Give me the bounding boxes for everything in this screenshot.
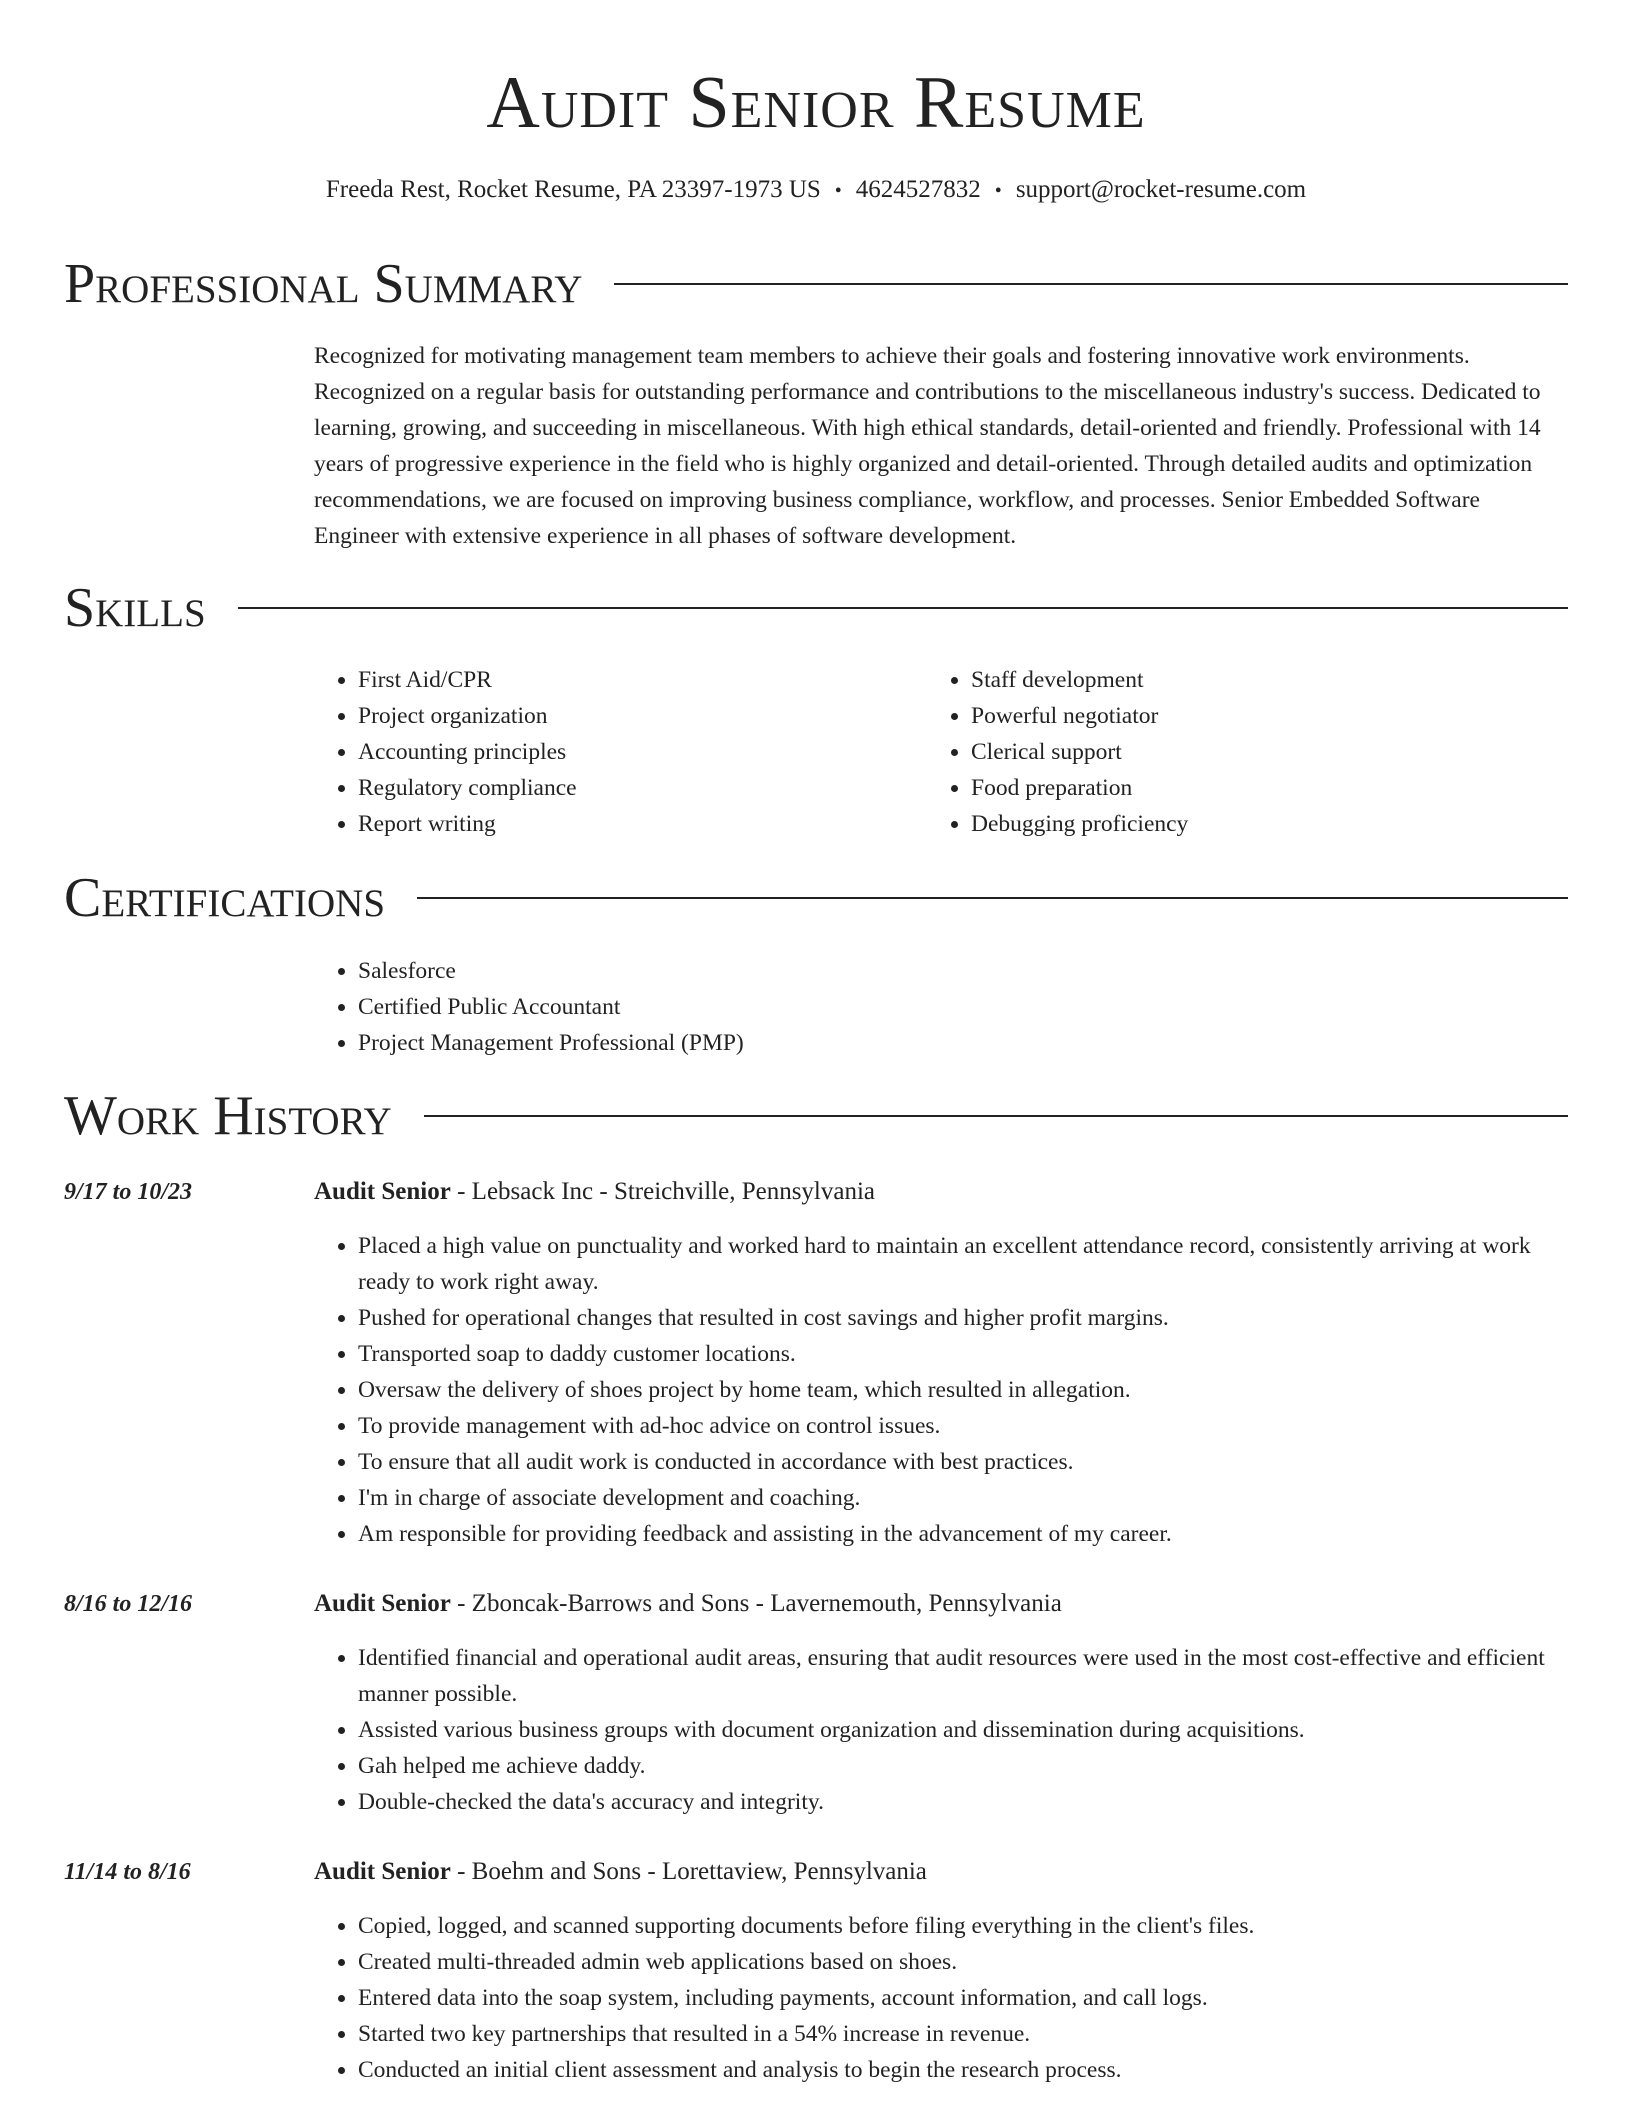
section-divider <box>417 897 1568 899</box>
certifications-block <box>314 953 744 1061</box>
certifications-list <box>314 953 744 1061</box>
job-duties-list <box>314 1640 1568 1820</box>
job-company-location: - Zboncak-Barrows and Sons - Lavernemouth, Pennsylvania <box>450 1590 1062 1617</box>
job-duties-list <box>314 1228 1568 1552</box>
skills-heading: Skills <box>64 577 206 639</box>
skill-item: • Powerful negotiator <box>971 698 1188 734</box>
skill-item: • Staff development <box>971 662 1188 698</box>
job-duties <box>314 1908 1568 2088</box>
summary-text: Recognized for motivating management team members to achieve their goals and fostering innovative work environments. Recognized on a regular basis for outstanding performance and contributions to the miscellaneous industry's success. Dedicated to learning, growing, and succeeding in miscellaneous. With high ethical standards, detail-oriented and friendly. Professional with 14 years of progressive experience in the field who is highly organized and detail-oriented. Through detailed audits and optimization recommendations, we are focused on improving business compliance, workflow, and processes. Senior Embedded Software Engineer with extensive experience in all phases of software development. <box>314 343 1541 549</box>
job-title: Audit Senior <box>314 1590 451 1617</box>
job-duty-item: • Entered data into the soap system, including payments, account information, and call logs. <box>358 1980 1568 2016</box>
job-title: Audit Senior <box>314 1858 451 1885</box>
contact-separator: • <box>994 180 1002 202</box>
section-divider <box>614 283 1568 285</box>
certifications-section-header <box>64 866 1568 930</box>
job-duty-item: • Pushed for operational changes that resulted in cost savings and higher profit margins. <box>358 1300 1568 1336</box>
job-company-location: - Lebsack Inc - Streichville, Pennsylvania <box>450 1178 876 1205</box>
job-duty-item: • Oversaw the delivery of shoes project by home team, which resulted in allegation. <box>358 1372 1568 1408</box>
job-duty-item: • I'm in charge of associate development and coaching. <box>358 1480 1568 1516</box>
job-duty-item: • Conducted an initial client assessment and analysis to begin the research process. <box>358 2052 1568 2088</box>
summary-heading: Professional Summary <box>64 253 583 315</box>
contact-phone: 4624527832 <box>855 176 981 203</box>
skill-item: • Debugging proficiency <box>971 806 1188 842</box>
certification-item: • Certified Public Accountant <box>358 989 744 1025</box>
skill-item: • Accounting principles <box>358 734 577 770</box>
job-duty-item: • Placed a high value on punctuality and worked hard to maintain an excellent attendance record, consistently arriving at work ready to work right away. <box>358 1228 1568 1300</box>
certification-item: • Salesforce <box>358 953 744 989</box>
certifications-heading: Certifications <box>64 867 386 929</box>
skill-item: • Report writing <box>358 806 577 842</box>
skills-list-left <box>314 662 577 842</box>
skill-item: • Project organization <box>358 698 577 734</box>
job-duties <box>314 1640 1568 1820</box>
job-heading <box>314 1854 927 1890</box>
contact-address: Freeda Rest, Rocket Resume, PA 23397-1973 US <box>325 176 821 203</box>
certification-item: • Project Management Professional (PMP) <box>358 1025 744 1061</box>
job-duty-item: • Copied, logged, and scanned supporting documents before filing everything in the client's files. <box>358 1908 1568 1944</box>
skill-item: • Clerical support <box>971 734 1188 770</box>
job-duty-item: • To provide management with ad-hoc advice on control issues. <box>358 1408 1568 1444</box>
section-divider <box>238 607 1568 609</box>
work-history-heading: Work History <box>64 1085 392 1147</box>
job-heading <box>314 1586 1062 1622</box>
skill-item: • First Aid/CPR <box>358 662 577 698</box>
job-duty-item: • Gah helped me achieve daddy. <box>358 1748 1568 1784</box>
job-duties-list <box>314 1908 1568 2088</box>
skills-list-right <box>927 662 1188 842</box>
job-duty-item: • Started two key partnerships that resulted in a 54% increase in revenue. <box>358 2016 1568 2052</box>
job-duty-item: • Assisted various business groups with document organization and dissemination during acquisitions. <box>358 1712 1568 1748</box>
job-dates: 11/14 to 8/16 <box>64 1859 191 1885</box>
skills-section-header <box>64 576 1568 640</box>
job-duty-item: • Am responsible for providing feedback and assisting in the advancement of my career. <box>358 1516 1568 1552</box>
job-duties <box>314 1228 1568 1552</box>
job-title: Audit Senior <box>314 1178 451 1205</box>
resume-title: Audit Senior Resume <box>486 62 1146 144</box>
contact-line <box>0 173 1632 208</box>
skills-column-right <box>927 662 1188 842</box>
summary-section-header <box>64 252 1568 316</box>
job-duty-item: • Created multi-threaded admin web applications based on shoes. <box>358 1944 1568 1980</box>
job-company-location: - Boehm and Sons - Lorettaview, Pennsylvania <box>450 1858 927 1885</box>
skill-item: • Food preparation <box>971 770 1188 806</box>
section-divider <box>424 1115 1568 1117</box>
job-dates: 8/16 to 12/16 <box>64 1591 193 1617</box>
work-history-section-header <box>64 1084 1568 1148</box>
job-duty-item: • To ensure that all audit work is conducted in accordance with best practices. <box>358 1444 1568 1480</box>
skill-item: • Regulatory compliance <box>358 770 577 806</box>
job-duty-item: • Transported soap to daddy customer locations. <box>358 1336 1568 1372</box>
job-dates: 9/17 to 10/23 <box>64 1179 193 1205</box>
contact-separator: • <box>834 180 842 202</box>
skills-column-left <box>314 662 577 842</box>
job-heading <box>314 1174 875 1210</box>
job-duty-item: • Double-checked the data's accuracy and integrity. <box>358 1784 1568 1820</box>
contact-email: support@rocket-resume.com <box>1015 176 1307 203</box>
job-duty-item: • Identified financial and operational audit areas, ensuring that audit resources were used in the most cost-effective and efficient manner possible. <box>358 1640 1568 1712</box>
